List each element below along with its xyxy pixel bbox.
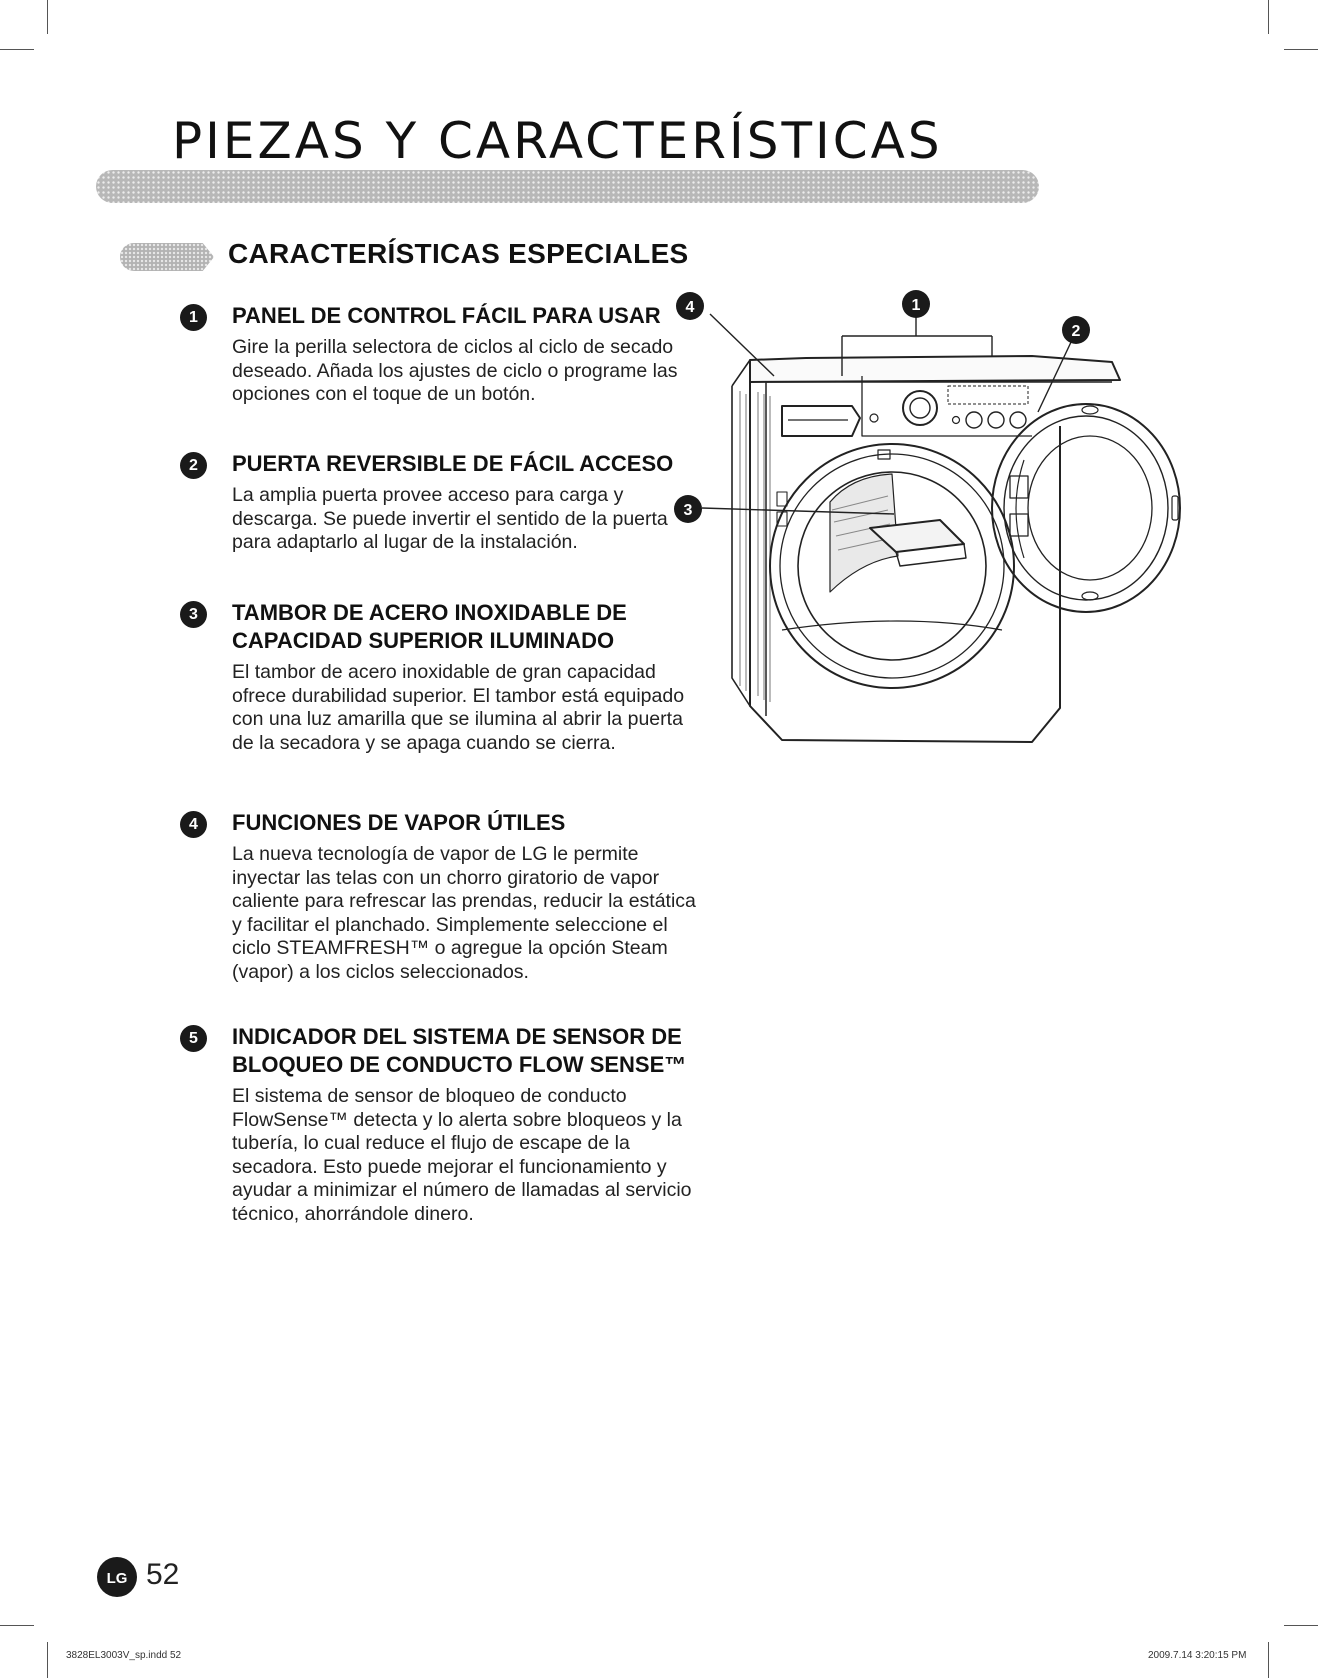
crop-mark bbox=[47, 0, 48, 34]
callout-marker bbox=[902, 290, 930, 318]
lg-logo-icon bbox=[96, 1556, 138, 1598]
feature-title: PANEL DE CONTROL FÁCIL PARA USAR bbox=[232, 303, 661, 328]
lg-logo-text: LG bbox=[106, 1570, 128, 1587]
callout-number: 2 bbox=[1071, 323, 1081, 340]
callout-number: 1 bbox=[911, 297, 921, 314]
callout-marker bbox=[1062, 316, 1090, 344]
title-bar bbox=[96, 170, 1039, 203]
feature-number-badge: 5 bbox=[180, 1025, 207, 1052]
feature-steel-drum bbox=[180, 599, 700, 755]
crop-mark bbox=[0, 1625, 34, 1626]
file-info: 3828EL3003V_sp.indd 52 bbox=[66, 1650, 182, 1661]
callout-marker bbox=[674, 495, 702, 523]
section-heading: CARACTERÍSTICAS ESPECIALES bbox=[228, 238, 689, 269]
feature-number-badge: 4 bbox=[180, 811, 207, 838]
feature-body: El sistema de sensor de bloqueo de conducto FlowSense™ detecta y lo alerta sobre bloqueos y la tubería, lo cual reduce el flujo de escape de la secadora. Esto puede mejorar el funcionamiento y ayudar a minimizar el número de llamadas al servicio técnico, ahorrándole dinero. bbox=[232, 1085, 692, 1225]
callout-number: 4 bbox=[685, 299, 695, 316]
feature-body: La amplia puerta provee acceso para carga y descarga. Se puede invertir el sentido de la puerta para adaptarlo al lugar de la instalación. bbox=[232, 484, 668, 553]
callout-number: 3 bbox=[683, 502, 693, 519]
feature-number-badge: 2 bbox=[180, 452, 207, 479]
page-title: PIEZAS Y CARACTERÍSTICAS bbox=[172, 112, 943, 170]
feature-body: El tambor de acero inoxidable de gran capacidad ofrece durabilidad superior. El tambor está equipado con una luz amarilla que se ilumina al abrir la puerta de la secadora y se apaga cuando se cierra. bbox=[232, 661, 685, 754]
feature-title: TAMBOR DE ACERO INOXIDABLE DE CAPACIDAD SUPERIOR ILUMINADO bbox=[232, 600, 627, 653]
callout-marker bbox=[676, 292, 704, 320]
section-tab bbox=[120, 243, 214, 271]
print-timestamp: 2009.7.14 3:20:15 PM bbox=[1148, 1650, 1247, 1661]
crop-mark bbox=[1284, 49, 1318, 50]
feature-control-panel bbox=[180, 302, 700, 407]
feature-reversible-door bbox=[180, 450, 700, 555]
feature-number-badge: 3 bbox=[180, 601, 207, 628]
crop-mark bbox=[1268, 1642, 1269, 1678]
crop-mark bbox=[1284, 1625, 1318, 1626]
feature-body: Gire la perilla selectora de ciclos al ciclo de secado deseado. Añada los ajustes de ciclo o programe las opciones con el toque de un botón. bbox=[232, 336, 678, 405]
feature-title: INDICADOR DEL SISTEMA DE SENSOR DE BLOQUEO DE CONDUCTO FLOW SENSE™ bbox=[232, 1024, 687, 1077]
feature-steam-functions bbox=[180, 809, 700, 984]
page-number: 52 bbox=[146, 1558, 180, 1591]
dryer-illustration bbox=[683, 296, 1178, 764]
feature-title: PUERTA REVERSIBLE DE FÁCIL ACCESO bbox=[232, 451, 674, 476]
crop-mark bbox=[1268, 0, 1269, 34]
crop-mark bbox=[47, 1642, 48, 1678]
feature-flowsense bbox=[180, 1023, 700, 1226]
crop-mark bbox=[0, 49, 34, 50]
feature-body: La nueva tecnología de vapor de LG le permite inyectar las telas con un chorro giratorio de vapor caliente para refrescar las prendas, reducir la estática y facilitar el planchado. Simplemente seleccione el ciclo STEAMFRESH™ o agregue la opción Steam (vapor) a los ciclos seleccionados. bbox=[232, 843, 696, 983]
feature-number-badge: 1 bbox=[180, 304, 207, 331]
feature-title: FUNCIONES DE VAPOR ÚTILES bbox=[232, 810, 566, 835]
